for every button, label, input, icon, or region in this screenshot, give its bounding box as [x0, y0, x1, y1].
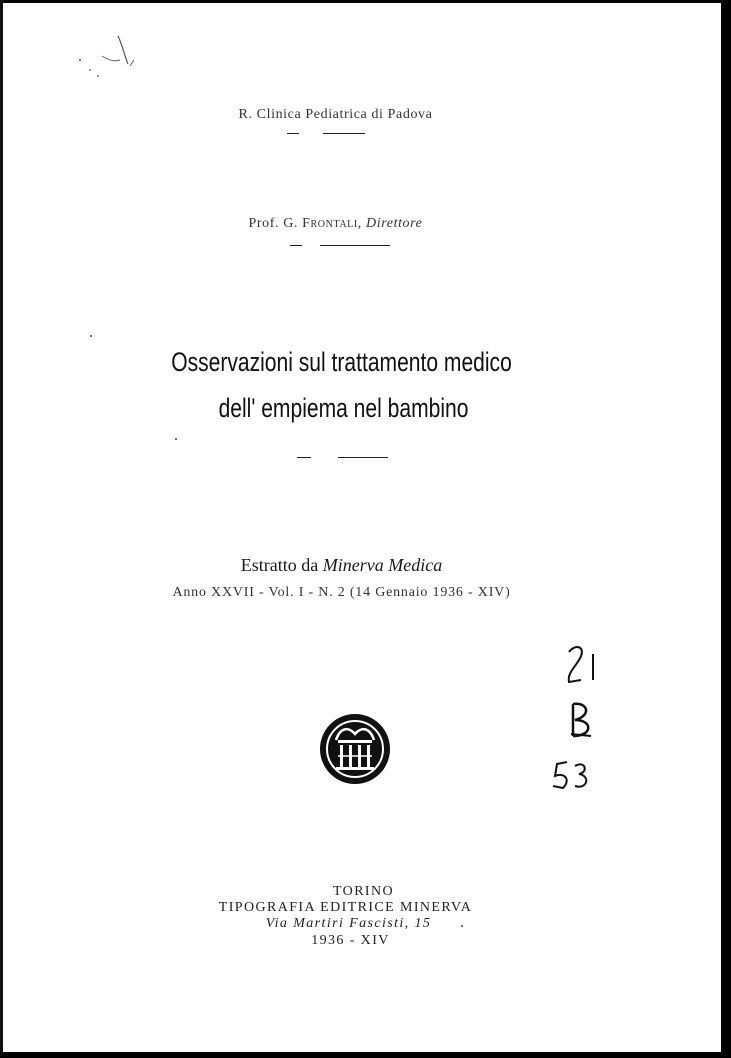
institution-rule-long [323, 133, 365, 134]
pencil-mark-icon [68, 30, 148, 90]
institution-rule [287, 133, 299, 134]
publisher-year: 1936 - XIV [311, 933, 390, 948]
scan-border-bottom [0, 1052, 731, 1058]
publisher-address: Via Martiri Fascisti, 15 [265, 916, 432, 931]
director-role: Direttore [366, 216, 423, 231]
title-line-2: dell' empiema nel bambino [218, 393, 469, 423]
minerva-emblem-icon [318, 712, 392, 786]
publisher-city: TORINO [332, 884, 395, 899]
director-line [0, 216, 701, 232]
issue-line: Anno XXVII - Vol. I - N. 2 (14 Gennaio 1936 - XIV) [172, 585, 511, 600]
director-rule [290, 245, 302, 246]
publisher-name: TIPOGRAFIA EDITRICE MINERVA [218, 900, 473, 915]
journal-name: Minerva Medica [322, 555, 443, 575]
reprint-line [0, 555, 707, 576]
director-prefix: Prof. G. [248, 216, 299, 231]
title-rule-short [297, 457, 311, 458]
director-name: Frontali, [302, 216, 362, 231]
institution-line: R. Clinica Pediatrica di Padova [238, 107, 433, 122]
director-rule-long [320, 245, 390, 246]
scan-border-top [0, 0, 731, 3]
scan-speck [175, 438, 177, 440]
title-rule-long [338, 457, 388, 458]
handwritten-shelfmark [545, 640, 625, 800]
title-line-1: Osservazioni sul trattamento medico [171, 347, 512, 377]
scan-speck [461, 925, 463, 927]
reprint-label: Estratto da [240, 555, 319, 575]
scan-speck [90, 335, 92, 337]
